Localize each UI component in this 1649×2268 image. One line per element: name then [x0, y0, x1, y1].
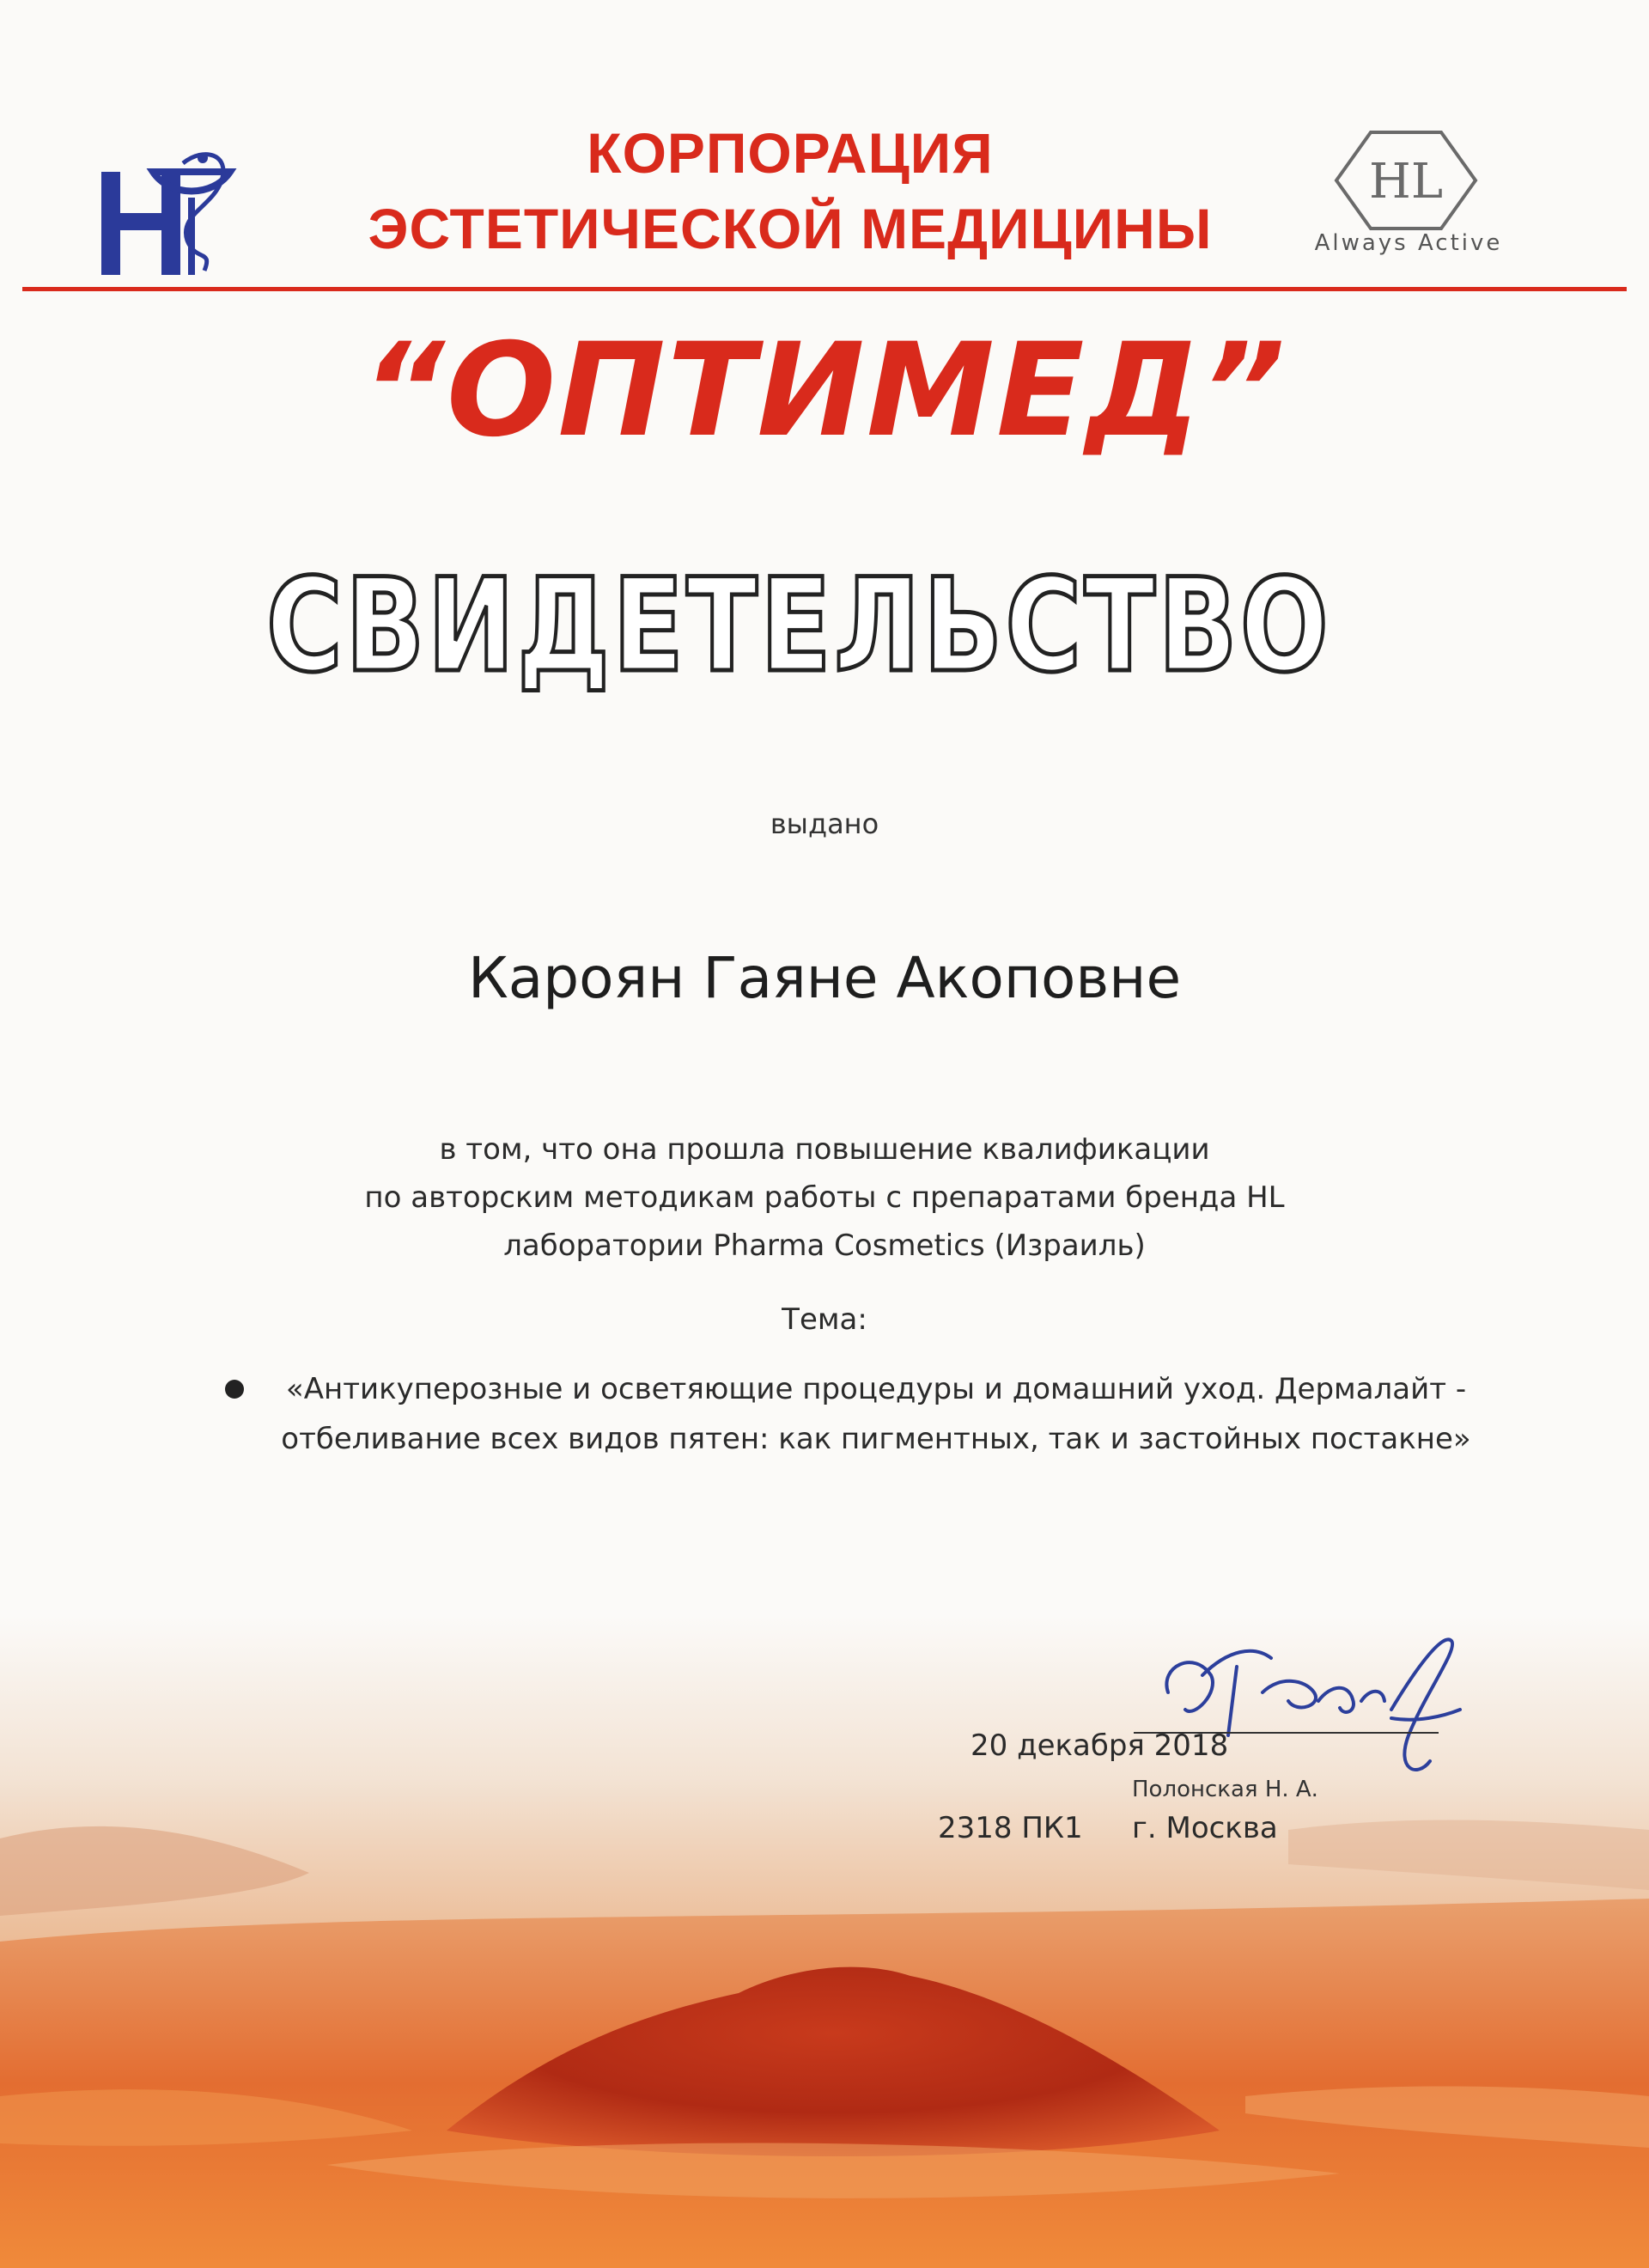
certificate-title	[240, 550, 1357, 701]
corporation-line-1: КОРПОРАЦИЯ	[587, 121, 994, 185]
issue-date: 20 декабря 2018	[971, 1728, 1229, 1763]
body-line: лаборатории Pharma Cosmetics (Израиль)	[503, 1228, 1146, 1263]
document-number: 2318 ПК1	[938, 1811, 1083, 1845]
recipient-name: Кароян Гаяне Акоповне	[467, 945, 1182, 1011]
hl-tagline: Always Active	[1314, 230, 1503, 256]
issued-label: выдано	[770, 808, 879, 840]
hl-logo-text: HL	[1368, 154, 1444, 210]
certificate-title-text: СВИДЕТЕЛЬСТВО	[266, 552, 1331, 701]
company-name: “ОПТИМЕД”	[362, 316, 1287, 466]
signer-name: Полонская Н. А.	[1132, 1777, 1318, 1802]
body-line: в том, что она прошла повышение квалификации	[439, 1132, 1210, 1167]
topic-label: Тема:	[782, 1302, 867, 1337]
header-divider	[22, 287, 1627, 291]
certificate-body	[258, 1125, 1391, 1270]
topic-line: «Антикуперозные и осветяющие процедуры и домашний уход. Дермалайт -	[285, 1372, 1467, 1406]
bullet-icon	[225, 1380, 244, 1399]
medical-bowl-snake-icon	[101, 146, 243, 275]
topic-text	[266, 1364, 1486, 1464]
issue-city: г. Москва	[1132, 1811, 1278, 1845]
corporation-line-2: ЭСТЕТИЧЕСКОЙ МЕДИЦИНЫ	[368, 197, 1213, 260]
body-line: по авторским методикам работы с препаратами бренда HL	[364, 1180, 1285, 1215]
topic-line: отбеливание всех видов пятен: как пигментных, так и застойных постакне»	[281, 1422, 1471, 1456]
